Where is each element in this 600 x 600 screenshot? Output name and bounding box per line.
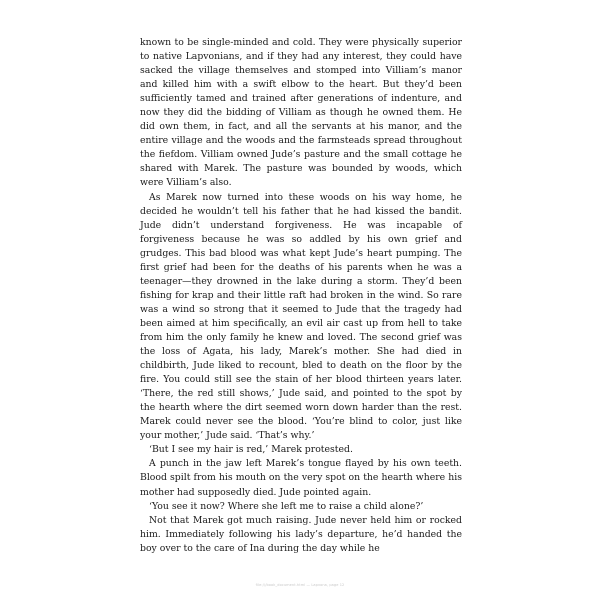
paragraph: ‘You see it now? Where she left me to raise a child alone?’: [149, 500, 424, 512]
paragraph: ‘But I see my hair is red,’ Marek protested.: [149, 444, 353, 456]
paragraph: known to be single-minded and cold. They were physically superior to native Lapvonians, and if they had any interest, they could have sacked the village themselves and stomped into Villiam’s manor and killed him with a swift elbow to the heart. But they’d been sufficiently tamed and trained after generations of indenture, and now they did the bidding of Villiam as though he owned them. He did own them, in fact, and all the servants at his manor, and the entire village and the woods and the farmsteads spread throughout the fiefdom. Villiam owned Jude’s pasture and the small cottage he shared with Marek. The pasture was bounded by woods, which were Villiam’s also.: [140, 37, 462, 189]
page-footer: file:///book_document.html — Lapvona, page 12: [255, 583, 345, 587]
paragraph: Not that Marek got much raising. Jude never held him or rocked him. Immediately following his lady’s departure, he’d handed the boy over to the care of Ina during the day while he: [140, 514, 462, 554]
paragraph: As Marek now turned into these woods on his way home, he decided he wouldn’t tell his father that he had kissed the bandit. Jude didn’t understand forgiveness. He was incapable of forgiveness because he was so addled by his own grief and grudges. This bad blood was what kept Jude’s heart pumping. The first grief had been for the deaths of his parents when he was a teenager—they drowned in the lake during a storm. They’d been fishing for krap and their little raft had broken in the wind. So rare was a wind so strong that it seemed to Jude that the tragedy had been aimed at him specifically, an evil air cast up from hell to take from him the only family he knew and loved. The second grief was the loss of Agata, his lady, Marek’s mother. She had died in childbirth, Jude liked to recount, bled to death on the floor by the fire. You could still see the stain of her blood thirteen years later. ‘There, the red still shows,’ Jude said, and pointed to the spot by the hearth where the dirt seemed worn down harder than the rest. Marek could never see the blood. ‘You’re blind to color, just like your mother,’ Jude said. ‘That’s why.’: [140, 191, 462, 442]
paragraph: A punch in the jaw left Marek’s tongue flayed by his own teeth. Blood spilt from his mouth on the very spot on the hearth where his mother had supposedly died. Jude pointed again.: [140, 458, 462, 498]
body-text: [140, 36, 462, 556]
